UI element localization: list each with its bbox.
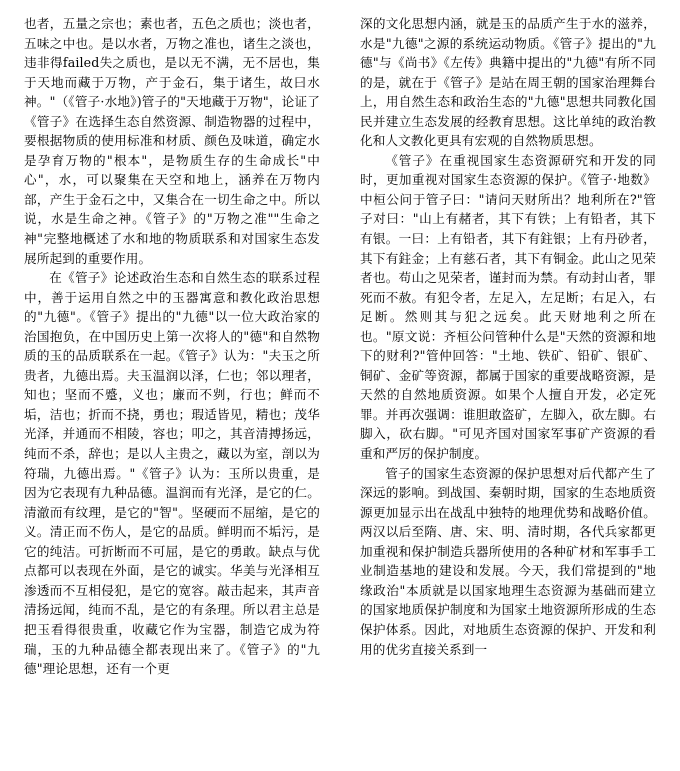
- paragraph: 深的文化思想内涵，就是玉的品质产生于水的滋养，水是"九德"之源的系统运动物质。《管子》提出的"九德"与《尚书》《左传》典籍中提出的"九德"有所不同的是，就在于《管子》是站在周王朝的国家治理舞台上，用自然生态和政治生态的"九德"思想共同教化国民并建立生态发展的经教育思想。这比单纯的政治教化和人文教化更具有宏观的自然物质思想。: [360, 16, 656, 149]
- paragraph: 也者，五量之宗也；素也者，五色之质也；淡也者，五味之中也。是以水者，万物之准也，诸生之淡也，违非得failed失之质也，是以无不满，无不居也，集于天地而藏于万物，产于金石，集于诸生，故曰水神。"（《管子·水地》)管子的"天地藏于万物"，论证了《管子》在选择生态自然资源、制造物器的过程中，要根据物质的使用标准和材质、颜色及味道，确定水是孕育万物的"根本"，是物质生存的生命成长"中心"，水，可以聚集在天空和地上，涵养在万物内部，产生于金石之中，又集合在一切生命之中。所以说，水是生命之神。《管子》的"万物之准""生命之神"完整地概述了水和地的物质联系和对国家生态发展所起到的重要作用。: [24, 16, 320, 266]
- paragraph: 在《管子》论述政治生态和自然生态的联系过程中，善于运用自然之中的玉器寓意和教化政治思想的"九德"。《管子》提出的"九德"以一位大政治家的治国抱负，在中国历史上第一次将人的"德"和自然物质的玉的品质联系在一起。《管子》认为："夫玉之所贵者，九德出焉。夫玉温润以泽，仁也；邻以理者，知也；坚而不蹙，义也；廉而不刿，行也；鲜而不垢，洁也；折而不挠，勇也；瑕适皆见，精也；茂华光泽，并通而不相陵，容也；叩之，其音清搏扬远，纯而不杀，辞也；是以人主贵之，藏以为室，剖以为符瑞，九德出焉。"《管子》认为：玉所以贵重，是因为它表现有九种品德。温润而有光泽，是它的仁。清澈而有纹理，是它的"智"。坚硬而不屈缩，是它的义。清正而不伤人，是它的品质。鲜明而不垢污，是它的纯洁。可折断而不可屈，是它的勇敢。缺点与优点都可以表现在外面，是它的诚实。华美与光泽相互渗透而不互相侵犯，是它的宽容。敲击起来，其声音清扬远闻，纯而不乱，是它的有条理。所以君主总是把玉看得很贵重，收藏它作为宝器，制造它成为符瑞，玉的九种品德全都表现出来了。《管子》的"九德"理论思想，还有一个更: [24, 270, 320, 677]
- left-column: [24, 14, 320, 679]
- paragraph: 《管子》在重视国家生态资源研究和开发的同时，更加重视对国家生态资源的保护。《管子·地数》中桓公问于管子曰："请问天财所出？地利所在?"管子对曰："山上有赭者，其下有铁；上有铅者，其下有银。一曰：上有铅者，其下有鉒银；上有丹砂者，其下有鉒金；上有慈石者，其下有铜金。此山之见荣者也。苟山之见荣者，谨封而为禁。有动封山者，罪死而不赦。有犯令者，左足入，左足断；右足入，右足断。然则其与犯之远矣。此天财地利之所在也。"原文说：齐桓公问管种什么是"天然的资源和地下的财利?"管仲回答："土地、铁矿、铅矿、银矿、铜矿、金矿等资源，都属于国家的重要战略资源，是天然的自然地质资源。如果个人擅自开发，必定死罪。并再次强调：谁胆敢盗矿，左脚入，砍左脚。右脚入，砍右脚。"可见齐国对国家军事矿产资源的看重和严厉的保护制度。: [360, 152, 656, 462]
- right-column: [360, 14, 656, 659]
- paragraph: 管子的国家生态资源的保护思想对后代都产生了深远的影响。到战国、秦朝时期，国家的生态地质资源更加显示出在战乱中独特的地理优势和战略价值。两汉以后至隋、唐、宋、明、清时期，各代兵家都更加重视和保护制造兵器所使用的各种矿材和军事手工业制造基地的建设和发展。今天，我们常提到的"地缘政治"本质就是以国家地理生态资源为基础而建立的国家地质保护制度和为国家土地资源所形成的生态保护体系。因此，对地质生态资源的保护、开发和利用的优劣直接关系到一: [360, 465, 656, 657]
- two-column-layout: [24, 14, 656, 759]
